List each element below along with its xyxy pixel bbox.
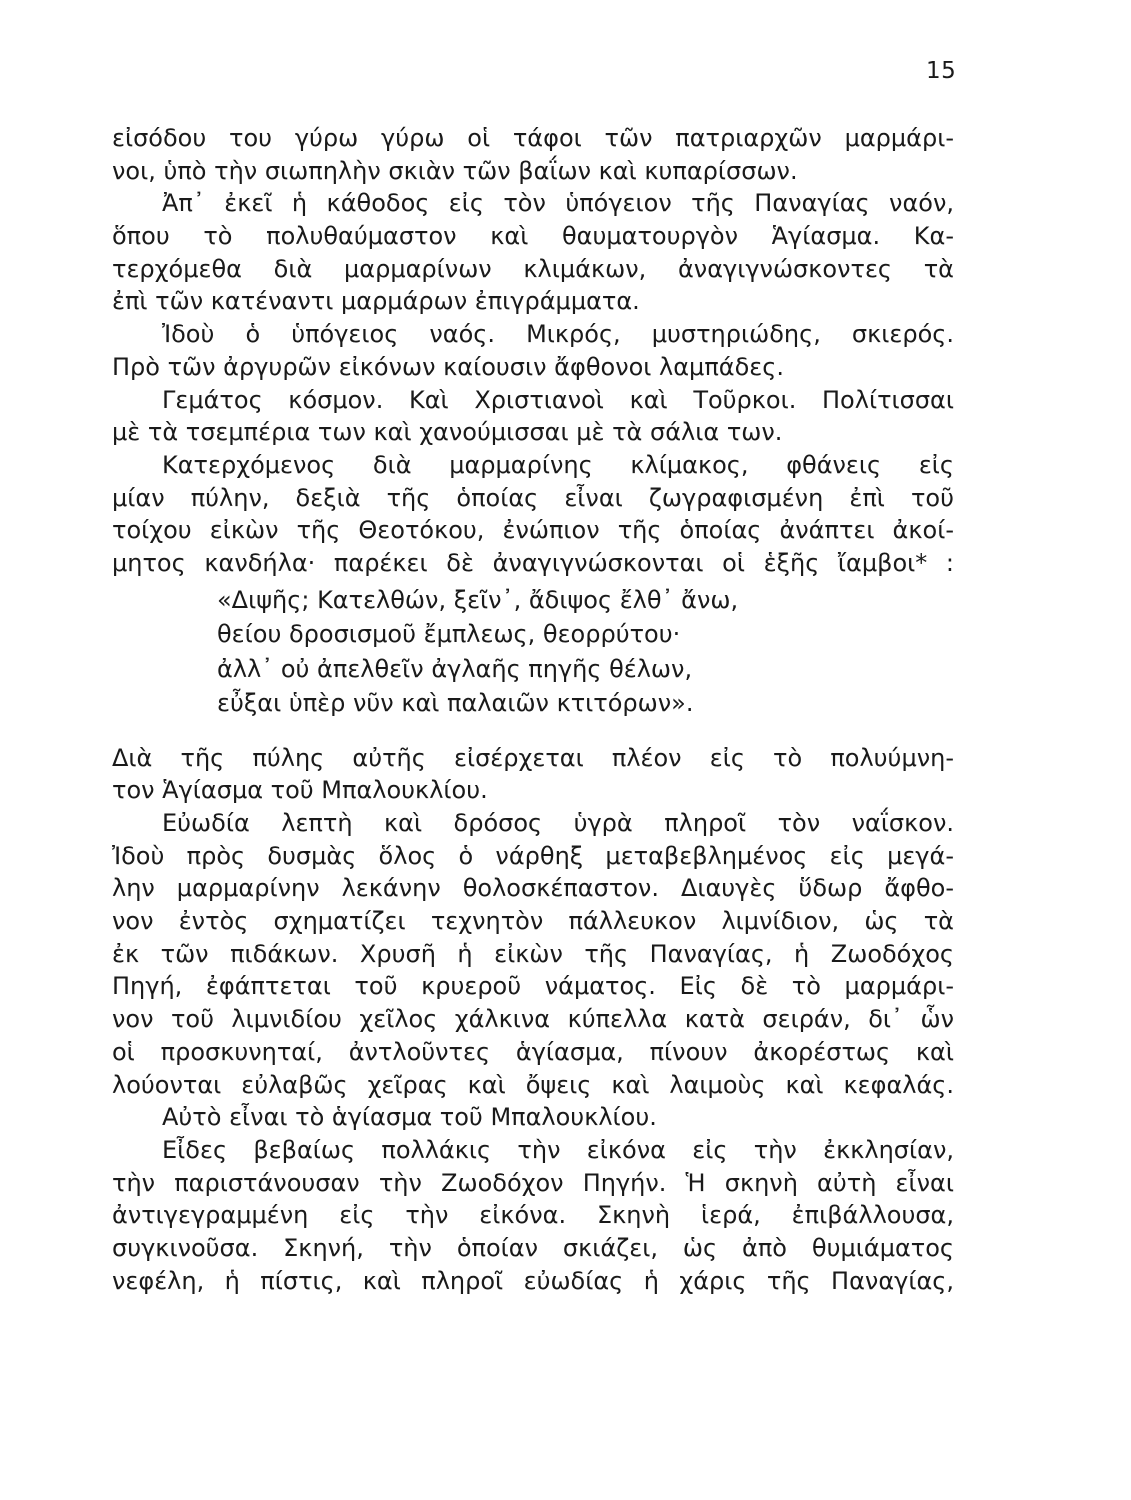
- paragraph: [112, 807, 954, 1101]
- poem-line: θείου δροσισμοῦ ἔμπλεως, θεορρύτου·: [217, 620, 681, 649]
- text-line: λην μαρμαρίνην λεκάνην θολοσκέπαστον. Διαυγὲς ὕδωρ ἄφθο-: [112, 874, 954, 903]
- text-line: τερχόμεθα διὰ μαρμαρίνων κλιμάκων, ἀναγιγνώσκοντες τὰ: [112, 254, 954, 283]
- paragraph: [112, 384, 954, 449]
- text-line: οἱ προσκυνηταί, ἀντλοῦντες ἁγίασμα, πίνουν ἀκορέστως καὶ: [112, 1037, 954, 1066]
- text-line: ἀντιγεγραμμένη εἰς τὴν εἰκόνα. Σκηνὴ ἱερά, ἐπιβάλλουσα,: [112, 1201, 954, 1230]
- text-line: νοι, ὑπὸ τὴν σιωπηλὴν σκιὰν τῶν βαΐων καὶ κυπαρίσσων.: [112, 156, 798, 185]
- text-line: Εἶδες βεβαίως πολλάκις τὴν εἰκόνα εἰς τὴν ἐκκλησίαν,: [162, 1135, 954, 1164]
- text-line: μίαν πύλην, δεξιὰ τῆς ὁποίας εἶναι ζωγραφισμένη ἐπὶ τοῦ: [112, 483, 954, 512]
- text-line: Ἀπ᾿ ἐκεῖ ἡ κάθοδος εἰς τὸν ὑπόγειον τῆς Παναγίας ναόν,: [162, 189, 954, 218]
- poem-line: εὖξαι ὑπὲρ νῦν καὶ παλαιῶν κτιτόρων».: [217, 689, 694, 718]
- text-line: ἐπὶ τῶν κατέναντι μαρμάρων ἐπιγράμματα.: [112, 287, 640, 316]
- body-text: [112, 122, 954, 1297]
- text-line: νον ἐντὸς σχηματίζει τεχνητὸν πάλλευκον λιμνίδιον, ὡς τὰ: [112, 907, 954, 936]
- text-line: νον τοῦ λιμνιδίου χεῖλος χάλκινα κύπελλα κατὰ σειράν, δι᾿ ὧν: [112, 1005, 954, 1034]
- text-line: ἐκ τῶν πιδάκων. Χρυσῆ ἡ εἰκὼν τῆς Παναγίας, ἡ Ζωοδόχος: [112, 939, 954, 968]
- paragraph: [112, 742, 954, 807]
- text-line: νεφέλη, ἡ πίστις, καὶ πληροῖ εὐωδίας ἡ χάρις τῆς Παναγίας,: [112, 1266, 954, 1295]
- text-line: τὴν παριστάνουσαν τὴν Ζωοδόχον Πηγήν. Ἡ σκηνὴ αὐτὴ εἶναι: [112, 1168, 954, 1197]
- paragraph: [112, 318, 954, 383]
- text-line: Γεμάτος κόσμον. Καὶ Χριστιανοὶ καὶ Τοῦρκοι. Πολίτισσαι: [162, 385, 954, 414]
- text-line: εἰσόδου του γύρω γύρω οἱ τάφοι τῶν πατριαρχῶν μαρμάρι-: [112, 124, 954, 152]
- text-line: Κατερχόμενος διὰ μαρμαρίνης κλίμακος, φθάνεις εἰς: [162, 450, 954, 479]
- text-line: Πηγή, ἐφάπτεται τοῦ κρυεροῦ νάματος. Εἰς δὲ τὸ μαρμάρι-: [112, 972, 954, 1001]
- text-line: λούονται εὐλαβῶς χεῖρας καὶ ὄψεις καὶ λαιμοὺς καὶ κεφαλάς.: [112, 1070, 954, 1099]
- paragraph: [112, 122, 954, 187]
- paragraph: [112, 187, 954, 318]
- text-line: Ἰδοὺ πρὸς δυσμὰς ὅλος ὁ νάρθηξ μεταβεβλημένος εἰς μεγά-: [112, 841, 954, 870]
- paragraph: [112, 1134, 954, 1297]
- text-line: Πρὸ τῶν ἀργυρῶν εἰκόνων καίουσιν ἄφθονοι λαμπάδες.: [112, 352, 784, 381]
- text-line: τοίχου εἰκὼν τῆς Θεοτόκου, ἐνώπιον τῆς ὁποίας ἀνάπτει ἀκοί-: [112, 516, 954, 545]
- paragraph: [112, 1101, 954, 1134]
- text-line: συγκινοῦσα. Σκηνή, τὴν ὁποίαν σκιάζει, ὡς ἀπὸ θυμιάματος: [112, 1233, 954, 1262]
- poem-line: ἀλλ᾿ οὐ ἀπελθεῖν ἀγλαῆς πηγῆς θέλων,: [217, 654, 693, 683]
- page-number: 15: [926, 58, 957, 84]
- text-line: τον Ἁγίασμα τοῦ Μπαλουκλίου.: [112, 776, 488, 805]
- poem-line: «Διψῆς; Κατελθών, ξεῖν᾿, ἄδιψος ἔλθ᾿ ἄνω,: [217, 585, 739, 614]
- text-line: Εὐωδία λεπτὴ καὶ δρόσος ὑγρὰ πληροῖ τὸν ναΐσκον.: [162, 809, 954, 837]
- poem: [112, 583, 954, 721]
- text-line: μὲ τὰ τσεμπέρια των καὶ χανούμισσαι μὲ τὰ σάλια των.: [112, 418, 783, 447]
- text-line: ὅπου τὸ πολυθαύμαστον καὶ θαυματουργὸν Ἁγίασμα. Κα-: [112, 222, 954, 251]
- text-line: Ἰδοὺ ὁ ὑπόγειος ναός. Μικρός, μυστηριώδης, σκιερός.: [162, 320, 954, 349]
- text-line: Διὰ τῆς πύλης αὐτῆς εἰσέρχεται πλέον εἰς τὸ πολυύμνη-: [112, 743, 954, 772]
- paragraph: [112, 449, 954, 580]
- text-line: Αὐτὸ εἶναι τὸ ἁγίασμα τοῦ Μπαλουκλίου.: [162, 1103, 657, 1132]
- text-line: μητος κανδήλα· παρέκει δὲ ἀναγιγνώσκονται οἱ ἑξῆς ἴαμβοι* :: [112, 548, 954, 577]
